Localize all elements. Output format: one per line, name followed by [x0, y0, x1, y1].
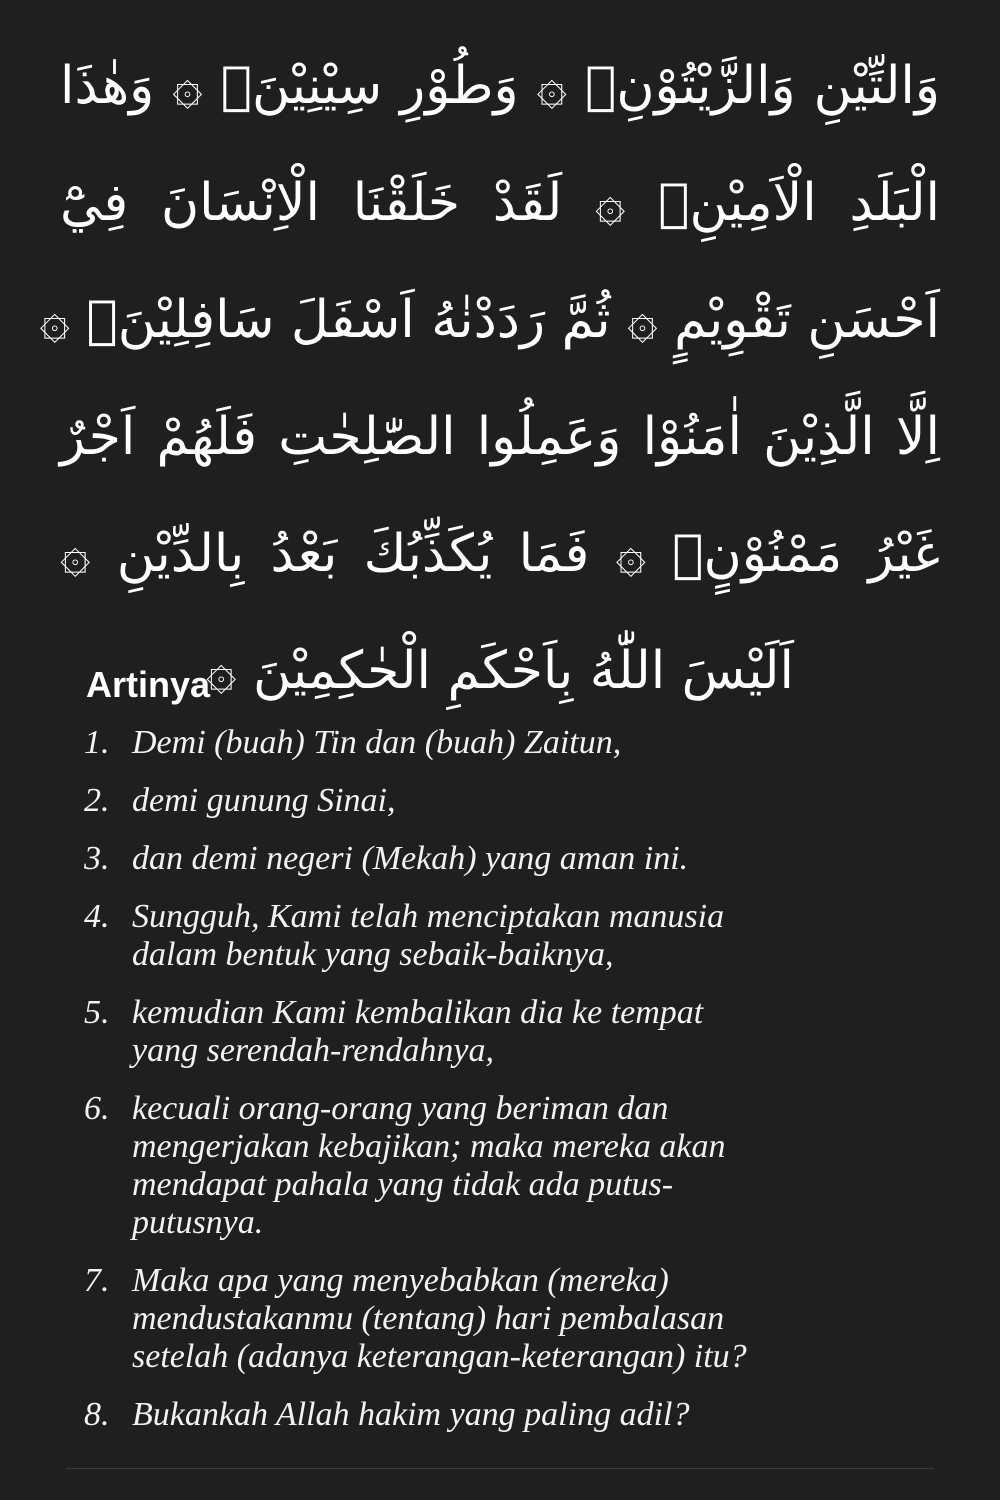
item-number: 8. — [84, 1396, 110, 1433]
list-item — [84, 1396, 934, 1434]
list-item — [84, 1262, 934, 1376]
item-number: 7. — [84, 1262, 110, 1299]
list-item — [84, 1090, 934, 1242]
divider — [66, 1468, 934, 1469]
list-item — [84, 840, 934, 878]
item-text: kecuali orang-orang yang beriman dan mengerjakan kebajikan; maka mereka akan mendapat pahala yang tidak ada putus- putusnya. — [132, 1090, 726, 1241]
item-number: 1. — [84, 724, 110, 761]
item-text: kemudian Kami kembalikan dia ke tempat yang serendah-rendahnya, — [132, 994, 704, 1069]
arabic-line: اَلَيْسَ اللّٰهُ بِاَحْكَمِ الْحٰكِمِيْنَ ۞ — [206, 641, 794, 701]
item-number: 4. — [84, 898, 110, 935]
item-text: demi gunung Sinai, — [132, 782, 396, 819]
arabic-line: غَيْرُ مَمْنُوْنٍۗ ۞ فَمَا يُكَذِّبُكَ بَعْدُ بِالدِّيْنِ ۞ — [60, 524, 940, 584]
item-number: 2. — [84, 782, 110, 819]
translation-heading: Artinya — [86, 664, 211, 705]
arabic-line: اِلَّا الَّذِيْنَ اٰمَنُوْا وَعَمِلُوا الصّٰلِحٰتِ فَلَهُمْ اَجْرٌ — [60, 407, 940, 467]
list-item — [84, 724, 934, 762]
item-number: 5. — [84, 994, 110, 1031]
item-text: Bukankah Allah hakim yang paling adil? — [132, 1396, 690, 1433]
list-item — [84, 898, 934, 974]
item-number: 3. — [84, 840, 110, 877]
item-number: 6. — [84, 1090, 110, 1127]
list-item — [84, 782, 934, 820]
item-text: Maka apa yang menyebabkan (mereka) mendustakanmu (tentang) hari pembalasan setelah (adanya keterangan-keterangan) itu? — [132, 1262, 747, 1375]
arabic-line: اَحْسَنِ تَقْوِيْمٍ ۞ ثُمَّ رَدَدْنٰهُ اَسْفَلَ سَافِلِيْنَۙ ۞ — [39, 290, 940, 350]
translation-list — [84, 724, 934, 1454]
arabic-verses — [39, 28, 940, 730]
arabic-line: الْبَلَدِ الْاَمِيْنِۙ ۞ لَقَدْ خَلَقْنَا الْاِنْسَانَ فِيْٓ — [60, 173, 940, 233]
item-text: Sungguh, Kami telah menciptakan manusia dalam bentuk yang sebaik-baiknya, — [132, 898, 725, 973]
item-text: dan demi negeri (Mekah) yang aman ini. — [132, 840, 689, 877]
list-item — [84, 994, 934, 1070]
item-text: Demi (buah) Tin dan (buah) Zaitun, — [132, 724, 622, 761]
arabic-line: وَالتِّيْنِ وَالزَّيْتُوْنِۙ ۞ وَطُوْرِ سِيْنِيْنَۙ ۞ وَهٰذَا — [60, 56, 940, 116]
